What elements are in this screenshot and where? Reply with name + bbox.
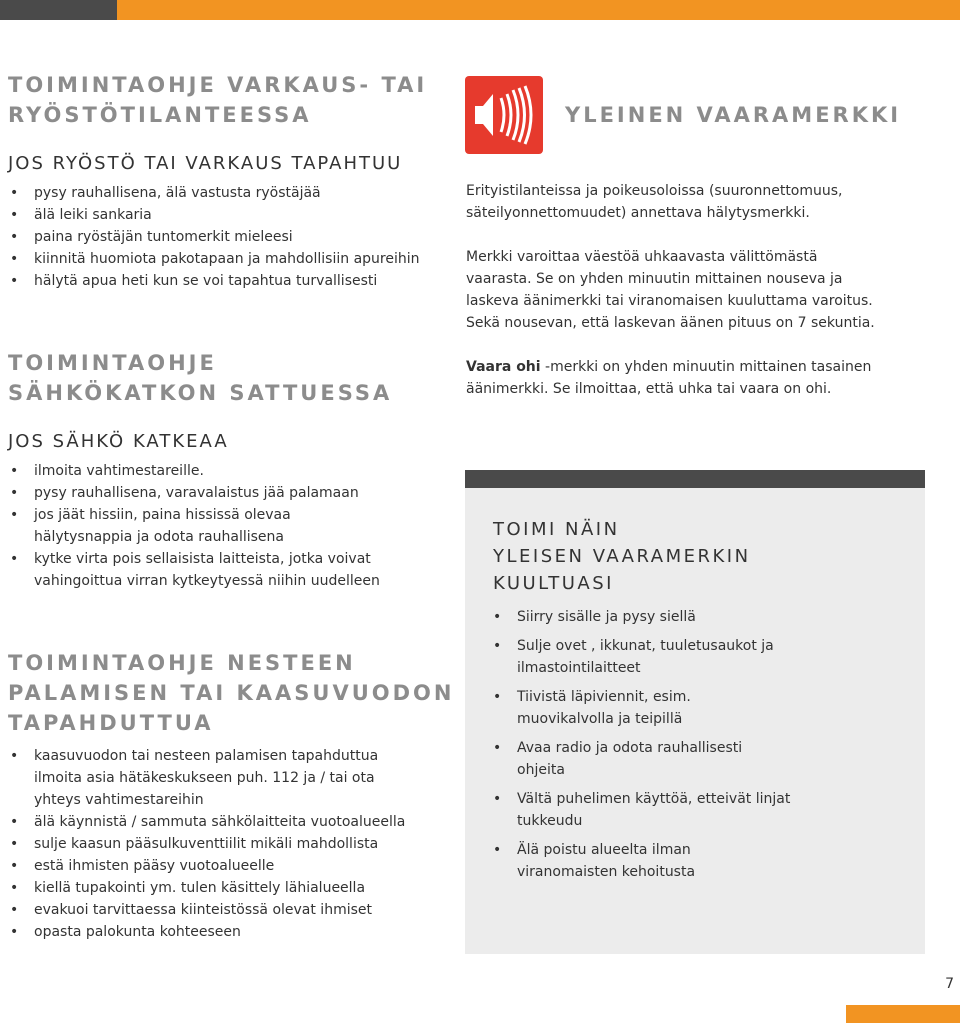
gas-title (8, 648, 454, 738)
page-number: 7 (945, 976, 954, 992)
actions-list (491, 606, 791, 883)
loudspeaker-icon (465, 76, 543, 154)
actions-title-line2: YLEISEN VAARAMERKIN (493, 546, 751, 567)
list-item: • älä käynnistä / sammuta sähkölaitteita vuotoalueella (8, 811, 408, 833)
gas-title-line3: TAPAHDUTTUA (8, 711, 214, 735)
theft-title (8, 70, 427, 130)
alarm-title: YLEINEN VAARAMERKKI (565, 103, 902, 127)
list-item: • Tiivistä läpiviennit, esim. muovikalvolla ja teipillä (491, 686, 791, 730)
power-list (8, 460, 393, 592)
list-item: • hälytä apua heti kun se voi tapahtua turvallisesti (8, 270, 448, 292)
list-item: • ilmoita vahtimestareille. (8, 460, 393, 482)
list-item: • pysy rauhallisena, älä vastusta ryöstäjää (8, 182, 448, 204)
actions-box-strip (465, 470, 925, 488)
list-item: • opasta palokunta kohteeseen (8, 921, 408, 943)
list-item: • paina ryöstäjän tuntomerkit mieleesi (8, 226, 448, 248)
list-item: • Sulje ovet , ikkunat, tuuletusaukot ja ilmastointilaitteet (491, 635, 791, 679)
alarm-para2: Merkki varoittaa väestöä uhkaavasta välittömästä vaarasta. Se on yhden minuutin mittainen nouseva ja laskeva äänimerkki tai viranomaisen kuuluttama varoitus. Sekä nousevan, että laskevan äänen pituus on 7 sekuntia. (466, 249, 875, 331)
power-subtitle: JOS SÄHKÖ KATKEAA (8, 431, 229, 452)
theft-subtitle: JOS RYÖSTÖ TAI VARKAUS TAPAHTUU (8, 153, 403, 174)
alarm-para3 (466, 356, 886, 400)
list-item: • kiellä tupakointi ym. tulen käsittely lähialueella (8, 877, 408, 899)
power-title-line2: SÄHKÖKATKON SATTUESSA (8, 381, 393, 405)
actions-title-line3: KUULTUASI (493, 573, 614, 594)
gas-list (8, 745, 408, 943)
gas-title-line1: TOIMINTAOHJE NESTEEN (8, 651, 356, 675)
list-item: • jos jäät hissiin, paina hississä olevaa hälytysnappia ja odota rauhallisena (8, 504, 393, 548)
power-title-line1: TOIMINTAOHJE (8, 351, 217, 375)
list-item: • kiinnitä huomiota pakotapaan ja mahdollisiin apureihin (8, 248, 448, 270)
list-item: • kytke virta pois sellaisista laitteista, jotka voivat vahingoittua virran kytkeytyessä niihin uudelleen (8, 548, 393, 592)
list-item: • älä leiki sankaria (8, 204, 448, 226)
actions-box (465, 488, 925, 954)
list-item: • estä ihmisten pääsy vuotoalueelle (8, 855, 408, 877)
list-item: • pysy rauhallisena, varavalaistus jää palamaan (8, 482, 393, 504)
list-item: • sulje kaasun pääsulkuventtiilit mikäli mahdollista (8, 833, 408, 855)
list-item: • Älä poistu alueelta ilman viranomaisten kehoitusta (491, 839, 791, 883)
alarm-para3-rest: -merkki on yhden minuutin mittainen tasainen äänimerkki. Se ilmoittaa, että uhka tai vaara on ohi. (466, 359, 872, 397)
actions-title (493, 516, 751, 597)
actions-title-line1: TOIMI NÄIN (493, 519, 620, 540)
list-item: • Siirry sisälle ja pysy siellä (491, 606, 791, 628)
footer-bar-orange (846, 1005, 960, 1023)
header-bar-orange (117, 0, 960, 20)
list-item: • Avaa radio ja odota rauhallisesti ohjeita (491, 737, 791, 781)
alarm-para3-bold: Vaara ohi (466, 359, 541, 375)
theft-title-line2: RYÖSTÖTILANTEESSA (8, 103, 312, 127)
list-item: • Vältä puhelimen käyttöä, etteivät linjat tukkeudu (491, 788, 791, 832)
theft-list (8, 182, 448, 292)
gas-title-line2: PALAMISEN TAI KAASUVUODON (8, 681, 455, 705)
header-bar-dark (0, 0, 117, 20)
theft-title-line1: TOIMINTAOHJE VARKAUS- TAI (8, 73, 428, 97)
alarm-para1: Erityistilanteissa ja poikeusoloissa (suuronnettomuus, säteilyonnettomuudet) annettava hälytysmerkki. (466, 183, 843, 221)
list-item: • evakuoi tarvittaessa kiinteistössä olevat ihmiset (8, 899, 408, 921)
power-title (8, 348, 392, 408)
list-item: • kaasuvuodon tai nesteen palamisen tapahduttua ilmoita asia hätäkeskukseen puh. 112 ja / tai ota yhteys vahtimestareihin (8, 745, 408, 811)
